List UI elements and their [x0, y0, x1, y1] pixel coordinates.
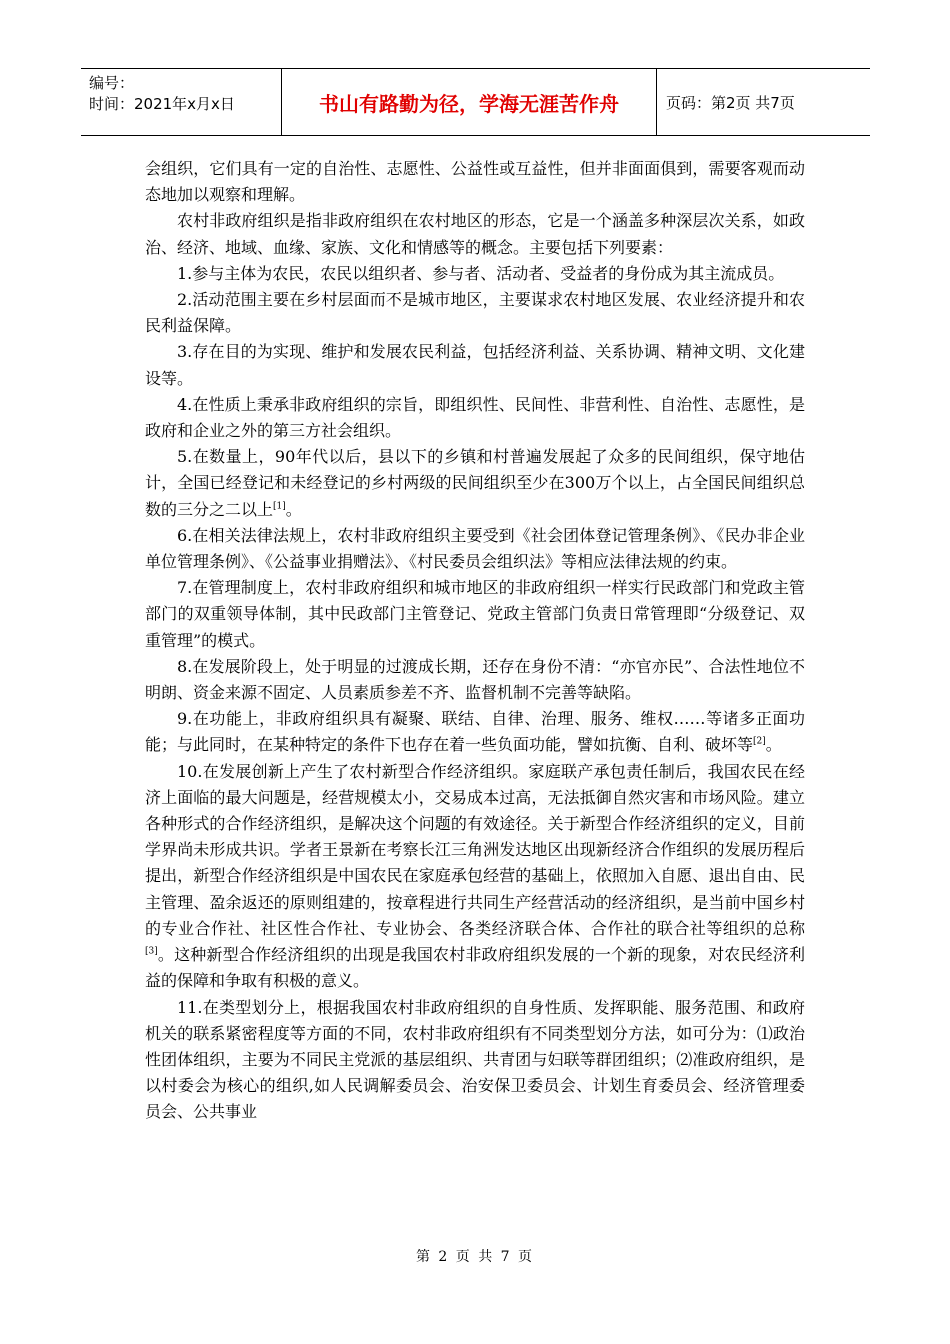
list-item: 3.存在目的为实现、维护和发展农民利益，包括经济利益、关系协调、精神文明、文化建设等。: [145, 342, 805, 388]
header-meta: [89, 73, 279, 115]
header-divider: [656, 69, 657, 135]
header-motto: 书山有路勤为径，学海无涯苦作舟: [319, 91, 619, 116]
list-item: 6.在相关法律法规上，农村非政府组织主要受到《社会团体登记管理条例》、《民办非企业单位管理条例》、《公益事业捐赠法》、《村民委员会组织法》等相应法律法规的约束。: [145, 525, 805, 572]
document-number-label: 编号：: [89, 74, 135, 92]
list-item: 8.在发展阶段上，处于明显的过渡成长期，还存在身份不清：“亦官亦民”、合法性地位不明朗、资金来源不固定、人员素质参差不齐、监督机制不完善等缺陷。: [145, 656, 805, 703]
header-page-number: 页码：第2页 共7页: [666, 93, 795, 112]
paragraph: 农村非政府组织是指非政府组织在农村地区的形态，它是一个涵盖多种深层次关系，如政治、经济、地域、血缘、家族、文化和情感等的概念。主要包括下列要素：: [145, 211, 805, 257]
document-body: [145, 156, 805, 1126]
footnote-ref: [3]: [145, 946, 158, 957]
paragraph: 会组织，它们具有一定的自治性、志愿性、公益性或互益性，但并非面面俱到，需要客观而动态地加以观察和理解。: [145, 159, 805, 205]
list-item: 2.活动范围主要在乡村层面而不是城市地区，主要谋求农村地区发展、农业经济提升和农民利益保障。: [145, 290, 805, 336]
list-item: 11.在类型划分上，根据我国农村非政府组织的自身性质、发挥职能、服务范围、和政府机关的联系紧密程度等方面的不同，农村非政府组织有不同类型划分方法，如可分为：⑴政治性团体组织，主要为不同民主党派的基层组织、共青团与妇联等群团组织；⑵准政府组织，是以村委会为核心的组织,如人民调解委员会、治安保卫委员会、计划生育委员会、经济管理委员会、公共事业: [145, 997, 805, 1122]
page-header: [81, 68, 870, 136]
document-date: 时间：2021年x月x日: [89, 95, 235, 113]
page-footer: 第 2 页 共 7 页: [415, 1249, 535, 1265]
list-item: 10.在发展创新上产生了农村新型合作经济组织。家庭联产承包责任制后，我国农民在经济上面临的最大问题是，经营规模太小，交易成本过高，无法抵御自然灾害和市场风险。建立各种形式的合作经济组织，是解决这个问题的有效途径。关于新型合作经济组织的定义，目前学界尚未形成共识。学者王景新在考察长江三角洲发达地区出现新经济合作组织的发展历程后提出，新型合作经济组织是中国农民在家庭承包经营的基础上，依照加入自愿、退出自由、民主管理、盈余返还的原则组建的，按章程进行共同生产经营活动的经济组织，是当前中国乡村的专业合作社、社区性合作社、专业协会、各类经济联合体、合作社的联合社等组织的总称[3]。这种新型合作经济组织的出现是我国农村非政府组织发展的一个新的现象，对农民经济利益的保障和争取有积极的意义。: [145, 761, 805, 991]
list-item: 1.参与主体为农民，农民以组织者、参与者、活动者、受益者的身份成为其主流成员。: [177, 263, 785, 283]
footnote-ref: [1]: [273, 501, 286, 512]
list-item: 4.在性质上秉承非政府组织的宗旨，即组织性、民间性、非营利性、自治性、志愿性，是政府和企业之外的第三方社会组织。: [145, 394, 805, 441]
list-item: 7.在管理制度上，农村非政府组织和城市地区的非政府组织一样实行民政部门和党政主管部门的双重领导体制，其中民政部门主管登记、党政主管部门负责日常管理即“分级登记、双重管理”的模式。: [145, 578, 805, 650]
footnote-ref: [2]: [753, 737, 766, 748]
list-item: 9.在功能上，非政府组织具有凝聚、联结、自律、治理、服务、维权……等诸多正面功能；与此同时，在某种特定的条件下也存在着一些负面功能，譬如抗衡、自利、破坏等[2]。: [145, 709, 805, 755]
list-item: 5.在数量上，90年代以后，县以下的乡镇和村普遍发展起了众多的民间组织，保守地估计，全国已经登记和未经登记的乡村两级的民间组织至少在300万个以上，占全国民间组织总数的三分之二以上[1]。: [145, 447, 805, 519]
